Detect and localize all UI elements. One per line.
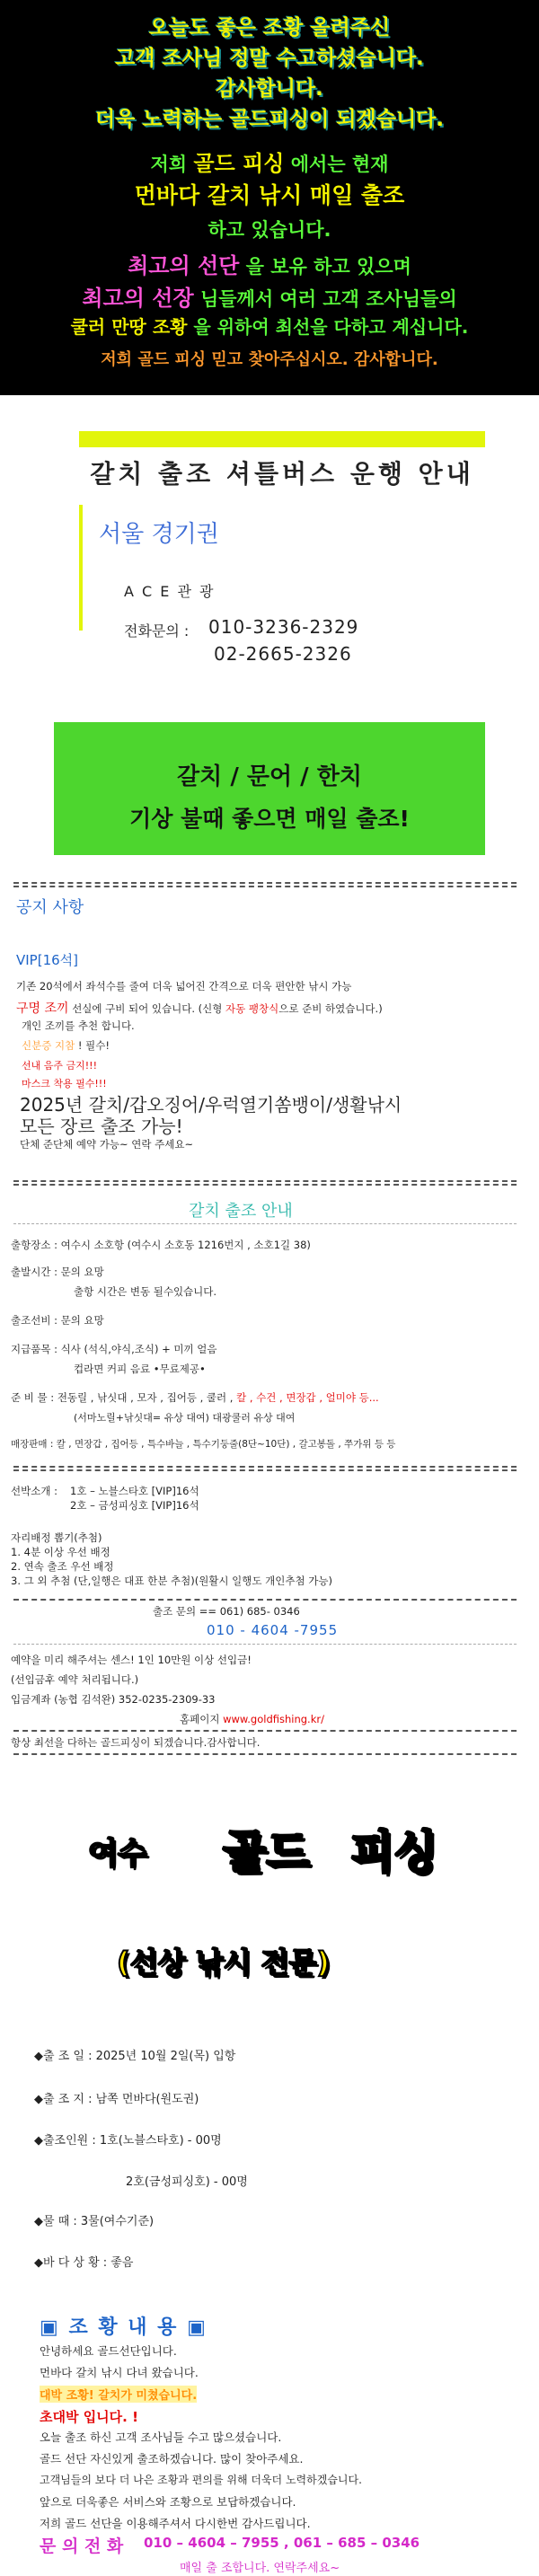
notice-text: 단체 준단체 예약 가능~ 연락 주세요~ xyxy=(20,1138,194,1151)
homepage-row: 홈페이지 www.goldfishing.kr/ xyxy=(180,1713,324,1725)
shuttle-accent-bar xyxy=(79,505,83,631)
trip-row: 출항 시간은 변동 될수있습니다. xyxy=(74,1285,217,1298)
notice-vip: VIP[16석] xyxy=(16,952,79,968)
trip-row: 출발시간 : 문의 요망 xyxy=(11,1266,104,1278)
green-notice-box xyxy=(54,722,485,855)
divider xyxy=(13,1180,517,1182)
contact-text: 입금계좌 (농협 김석완) 352-0235-2309-33 xyxy=(11,1693,216,1706)
divider xyxy=(13,1184,517,1186)
report-line: 골드 선단 자신있게 출조하겠습니다. 많이 찾아주세요. xyxy=(40,2452,304,2466)
notice-big: 모든 장르 출조 가능! xyxy=(20,1116,183,1137)
divider xyxy=(13,1223,517,1224)
banner-line: 최고의 선장 님들께서 여러 고객 조사님들의 xyxy=(82,286,457,311)
divider xyxy=(13,1466,517,1468)
report-item: ◆출 조 지 : 남쪽 먼바다(원도권) xyxy=(34,2093,199,2106)
report-contact-label: 문 의 전 화 xyxy=(40,2536,124,2556)
divider xyxy=(13,1644,517,1645)
banner-line: 감사합니다. xyxy=(216,77,323,101)
notice-text: 마스크 착용 필수!!! xyxy=(22,1078,107,1090)
report-line: 오늘 출조 하신 고객 조사님들 수고 많으셨습니다. xyxy=(40,2430,282,2444)
report-line: 먼바다 갈치 낚시 다녀 왔습니다. xyxy=(40,2366,199,2379)
report-item: ◆물 때 : 3물(여수기준) xyxy=(34,2215,155,2228)
report-line: 안녕하세요 골드선단입니다. xyxy=(40,2344,177,2358)
report-closing: 매일 출 조합니다. 연락주세요~ xyxy=(180,2562,340,2575)
trip-title: 갈치 출조 안내 xyxy=(189,1202,293,1221)
seat-item: 2호 – 금성피싱호 [VIP]16석 xyxy=(70,1499,199,1512)
trip-row: 컵라면 커피 음료 •무료제공• xyxy=(74,1363,206,1375)
banner-line: 하고 있습니다. xyxy=(208,219,331,241)
report-contact-numbers[interactable]: 010 – 4604 – 7955 , 061 – 685 – 0346 xyxy=(144,2535,420,2551)
report-item: 2호(금성피싱호) - 00명 xyxy=(126,2175,248,2189)
trip-row: (서마노릴+낚싯대= 유상 대여) 대광쿨러 유상 대여 xyxy=(74,1412,296,1424)
notice-text: 선내 음주 금지!!! xyxy=(22,1060,97,1072)
trip-row: 출조선비 : 문의 요망 xyxy=(11,1314,104,1327)
notice-title: 공지 사항 xyxy=(16,898,84,917)
shuttle-phone-2[interactable]: 02-2665-2326 xyxy=(214,643,352,665)
contact-mobile[interactable]: 010 - 4604 -7955 xyxy=(207,1622,339,1638)
contact-text: (선입금후 예약 처리됩니다.) xyxy=(11,1673,139,1686)
banner-line: 고객 조사님 정말 수고하셨습니다. xyxy=(115,47,424,70)
shuttle-region: 서울 경기권 xyxy=(99,521,219,548)
pick-title: 자리배정 뽑기(추첨) xyxy=(11,1531,102,1544)
report-line: 초대박 입니다. ! xyxy=(40,2409,138,2425)
divider xyxy=(13,1753,517,1755)
report-heading: ▣ 조 황 내 용 ▣ xyxy=(40,2316,208,2339)
contact-text: 예약을 미리 해주셔는 센스! 1인 10만원 이상 선입금! xyxy=(11,1654,252,1666)
pick-item: 1. 4분 이상 우선 배정 xyxy=(11,1546,110,1558)
homepage-link[interactable]: www.goldfishing.kr/ xyxy=(223,1713,324,1725)
trip-row: 출항장소 : 여수시 소호항 (여수시 소호동 1216번지 , 소호1길 38) xyxy=(11,1239,311,1251)
notice-text: 신분증 지참 ! 필수! xyxy=(22,1039,110,1052)
seats-label: 선박소개 : xyxy=(11,1485,57,1497)
shuttle-title: 갈치 출조 셔틀버스 운행 안내 xyxy=(79,431,485,501)
pick-item: 2. 연속 출조 우선 배정 xyxy=(11,1560,114,1573)
brand-subtitle: (선상 낚시 전문) xyxy=(117,1945,331,1980)
report-item: ◆출조인원 : 1호(노블스타호) - 00명 xyxy=(34,2134,222,2148)
notice-big: 2025년 갈치/갑오징어/우럭열기쏨뱅이/생활낚시 xyxy=(20,1094,402,1116)
trip-row: 준 비 물 : 전동릴 , 낚싯대 , 모자 , 집어등 , 쿨러 , 칼 , 수건 , 면장갑 , 얼미야 등... xyxy=(11,1391,379,1404)
report-line: 앞으로 더욱좋은 서비스와 조황으로 보답하겠습니다. xyxy=(40,2495,296,2509)
brand-block xyxy=(0,1766,539,2026)
shuttle-phone-1[interactable]: 010-3236-2329 xyxy=(208,616,359,638)
trip-row: 지급품목 : 식사 (석식,야식,조식) + 미끼 얼음 xyxy=(11,1343,217,1355)
pick-item: 3. 그 외 추첨 (단,일행은 대표 한분 추첨)(원활시 일행도 개인추첨 가능) xyxy=(11,1575,332,1587)
trip-row: 매장판매 : 칼 , 면장갑 , 집어등 , 특수바늘 , 특수기둥줄(8단~10단) , 갈고봉돌 , 쭈가위 등 등 xyxy=(11,1439,396,1450)
divider xyxy=(13,882,517,884)
divider xyxy=(13,1599,517,1601)
contact-closing: 항상 최선을 다하는 골드피싱이 되겠습니다.감사합니다. xyxy=(11,1736,261,1749)
report-item: ◆바 다 상 황 : 좋음 xyxy=(34,2256,134,2270)
report-item: ◆출 조 일 : 2025년 10월 2일(목) 입항 xyxy=(34,2050,236,2063)
promo-banner xyxy=(0,0,539,395)
contact-row: 출조 문의 == 061) 685- 0346 xyxy=(153,1605,300,1618)
banner-line: 먼바다 갈치 낚시 매일 출조 xyxy=(134,182,405,208)
divider xyxy=(13,1730,517,1732)
divider xyxy=(13,1469,517,1471)
banner-line: 저희 골드 피싱 믿고 찾아주십시오. 감사합니다. xyxy=(101,350,438,369)
banner-line: 쿨러 만땅 조황 을 위하여 최선을 다하고 계십니다. xyxy=(70,316,469,338)
brand-yeosu: 여수 xyxy=(88,1836,147,1872)
report-line: 저희 골드 선단을 이용해주셔서 다시한번 감사드립니다. xyxy=(40,2517,311,2530)
green-box-line: 갈치 / 문어 / 한치 xyxy=(177,763,362,790)
brand-gold: 골드 xyxy=(223,1826,310,1878)
report-line: 대박 조황! 갈치가 미쳤습니다. xyxy=(40,2386,197,2403)
shuttle-company: A C E 관 광 xyxy=(124,583,216,600)
notice-text: 기존 20석에서 좌석수를 줄여 더욱 넓어진 간격으로 더욱 편안한 낚시 가능 xyxy=(16,980,352,992)
banner-line: 최고의 선단 을 보유 하고 있으며 xyxy=(128,253,411,278)
banner-line: 저희 골드 피싱 에서는 현재 xyxy=(150,151,389,176)
divider xyxy=(13,886,517,887)
seat-item: 1호 – 노블스타호 [VIP]16석 xyxy=(70,1485,199,1497)
brand-fishing: 피싱 xyxy=(350,1826,437,1878)
banner-line: 오늘도 좋은 조황 올려주신 xyxy=(148,16,391,40)
report-line: 고객님들의 보다 더 나은 조황과 편의를 위해 더욱더 노력하겠습니다. xyxy=(40,2474,362,2486)
notice-text: 개인 조끼를 추천 합니다. xyxy=(22,1019,135,1032)
green-box-line: 기상 불때 좋으면 매일 출조! xyxy=(129,806,410,832)
notice-text: 구명 조끼 선실에 구비 되어 있습니다. (신형 자동 팽창식으로 준비 하였습니다.) xyxy=(16,1001,383,1016)
shuttle-phone-label: 전화문의 : xyxy=(124,622,190,640)
banner-line: 더욱 노력하는 골드피싱이 되겠습니다. xyxy=(94,108,445,131)
